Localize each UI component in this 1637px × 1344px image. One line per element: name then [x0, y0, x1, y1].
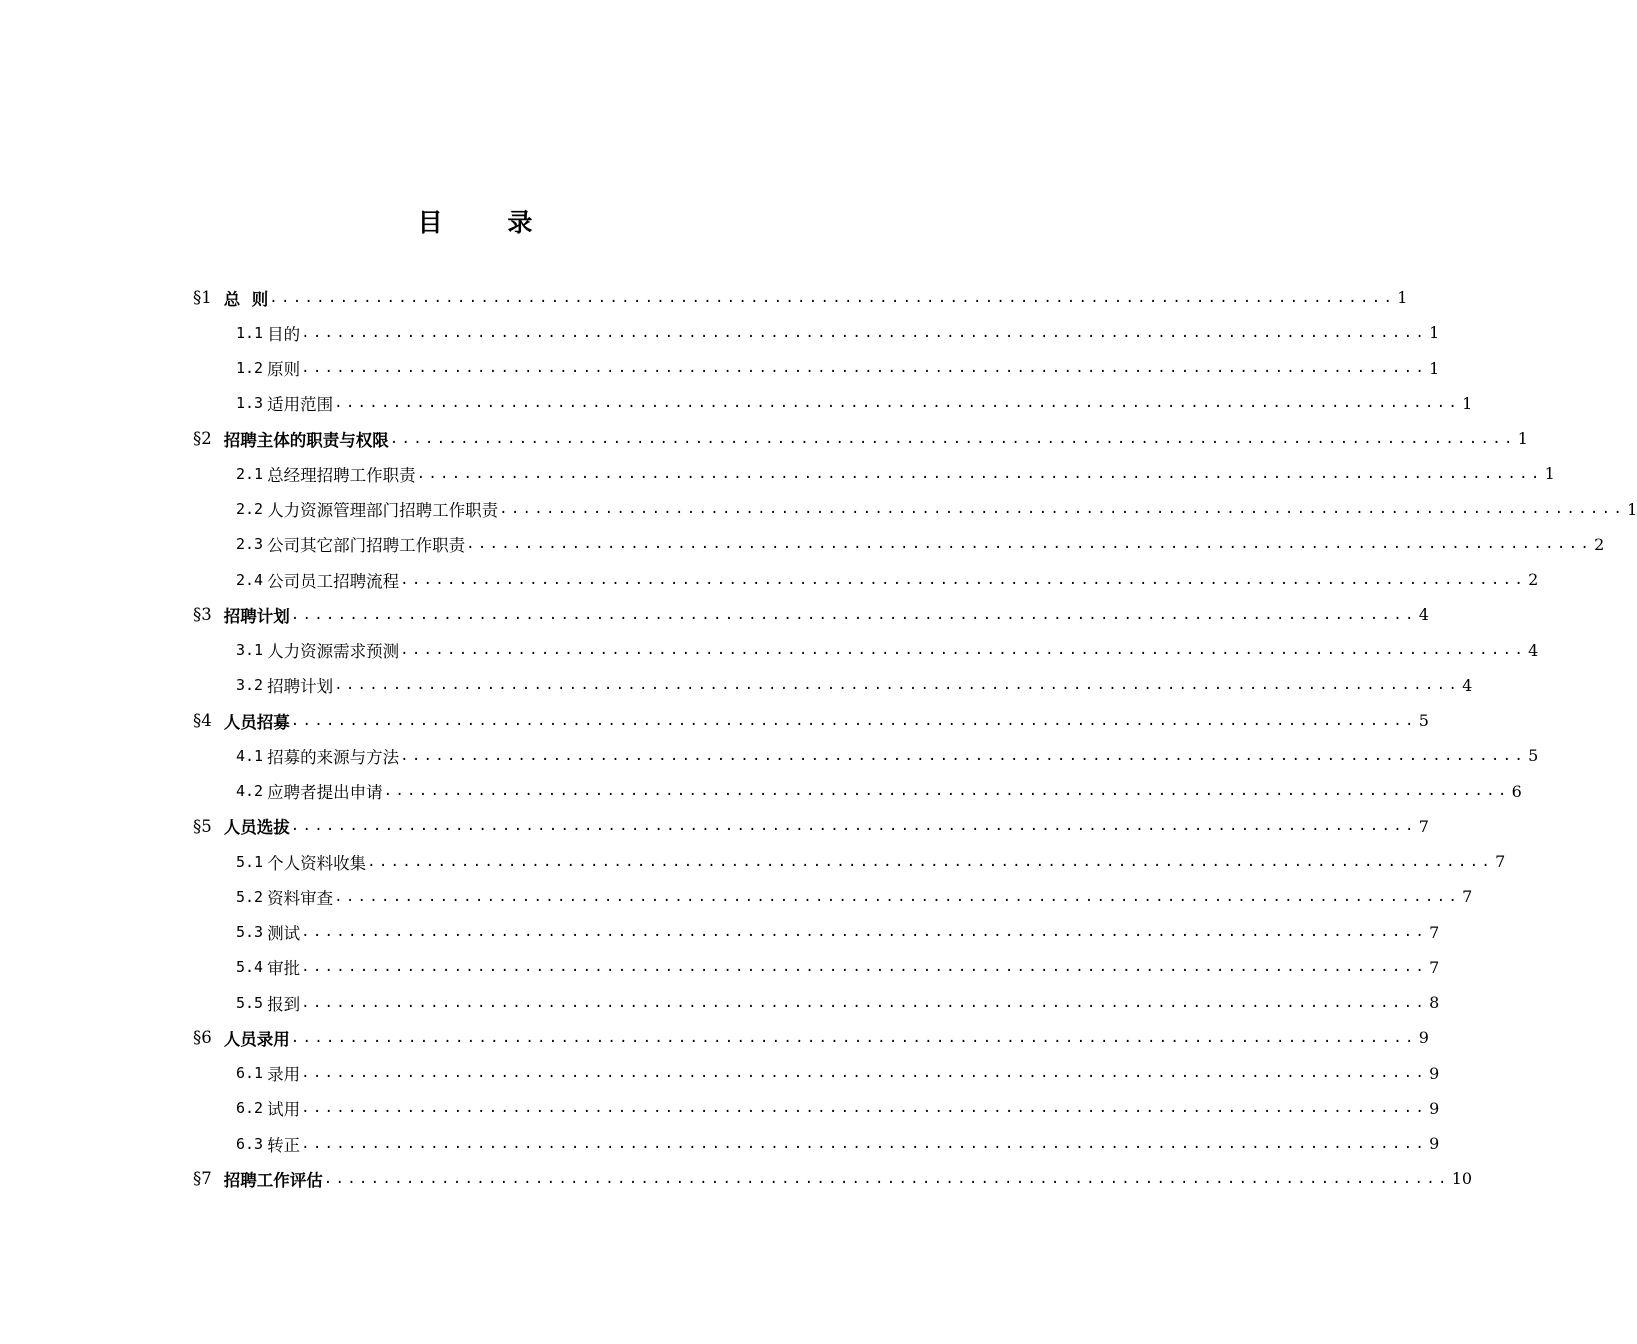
toc-page-number: 9 [1429, 1098, 1440, 1118]
toc-entry-title: 招聘主体的职责与权限 [223, 430, 389, 450]
toc-entry-number: 5.4 [236, 958, 264, 977]
toc-page-number: 1 [1397, 288, 1408, 308]
toc-dot-leader: ................................................................................................ [301, 360, 1428, 377]
toc-page-number: 2 [1528, 570, 1539, 590]
toc-page-number: 1 [1544, 464, 1555, 484]
toc-entry-number: 3.1 [236, 641, 264, 660]
toc-section-entry[interactable] [193, 668, 1473, 703]
toc-dot-leader: ................................................................................................ [416, 465, 1543, 482]
toc-page-number: 7 [1462, 887, 1473, 907]
toc-section-entry[interactable] [193, 527, 1605, 562]
toc-page-number: 1 [1517, 429, 1528, 449]
toc-dot-leader: ................................................................................................ [334, 888, 1461, 905]
toc-dot-leader: ................................................................................................ [367, 853, 1494, 870]
toc-entry-title: 总经理招聘工作职责 [267, 465, 416, 485]
toc-entry-number: 6.1 [236, 1064, 264, 1083]
toc-chapter-entry[interactable] [193, 597, 1429, 632]
toc-page-number: 7 [1418, 816, 1429, 836]
toc-chapter-entry[interactable] [193, 1020, 1429, 1055]
toc-entry-number: 2.4 [236, 570, 264, 589]
toc-dot-leader: ................................................................................................ [400, 747, 1527, 764]
toc-section-entry[interactable] [193, 562, 1539, 597]
toc-dot-leader: ................................................................................................ [290, 818, 1417, 835]
toc-chapter-entry[interactable] [193, 703, 1429, 738]
toc-page-number: 1 [1429, 358, 1440, 378]
toc-entry-number: 5.5 [236, 993, 264, 1012]
toc-entry-title: 人员选拔 [223, 818, 290, 838]
toc-entry-title: 人员招募 [223, 712, 290, 732]
toc-dot-leader: ................................................................................................ [383, 783, 1510, 800]
page-title: 目 录 [417, 208, 561, 237]
toc-entry-title: 招募的来源与方法 [267, 747, 400, 767]
toc-dot-leader: ................................................................................................ [301, 324, 1428, 341]
toc-dot-leader: ................................................................................................ [290, 606, 1417, 623]
toc-section-entry[interactable] [193, 1126, 1440, 1161]
table-of-contents [193, 280, 1637, 1197]
toc-entry-number: 6.3 [236, 1134, 264, 1153]
toc-entry-number: §4 [193, 711, 212, 731]
toc-entry-title: 人力资源需求预测 [267, 642, 400, 662]
toc-section-entry[interactable] [193, 879, 1473, 914]
toc-entry-number: §3 [193, 605, 212, 625]
toc-entry-number: §6 [193, 1028, 212, 1048]
toc-section-entry[interactable] [193, 774, 1522, 809]
toc-entry-number: §7 [193, 1169, 212, 1189]
toc-page-number: 6 [1511, 781, 1522, 801]
toc-entry-title: 目的 [267, 324, 301, 344]
toc-page-number: 5 [1418, 711, 1429, 731]
toc-entry-title: 招聘计划 [223, 606, 290, 626]
toc-dot-leader: ................................................................................................ [290, 1029, 1417, 1046]
toc-dot-leader: ................................................................................................ [334, 677, 1461, 694]
toc-section-entry[interactable] [193, 1056, 1440, 1091]
toc-entry-title: 资料审查 [267, 888, 334, 908]
toc-dot-leader: ................................................................................................ [301, 1135, 1428, 1152]
toc-entry-number: 5.2 [236, 887, 264, 906]
toc-entry-title: 招聘计划 [267, 677, 334, 697]
toc-page-number: 2 [1594, 534, 1605, 554]
toc-entry-title: 公司其它部门招聘工作职责 [267, 536, 466, 556]
toc-section-entry[interactable] [193, 492, 1637, 527]
toc-entry-title: 应聘者提出申请 [267, 783, 383, 803]
toc-chapter-entry[interactable] [193, 280, 1408, 315]
toc-entry-number: 3.2 [236, 676, 264, 695]
toc-entry-number: §1 [193, 288, 212, 308]
toc-entry-title: 总 则 [223, 289, 269, 309]
toc-entry-title: 试用 [267, 1100, 301, 1120]
toc-section-entry[interactable] [193, 950, 1440, 985]
toc-dot-leader: ................................................................................................ [301, 994, 1428, 1011]
toc-page-number: 4 [1418, 605, 1429, 625]
toc-dot-leader: ................................................................................................ [466, 536, 1593, 553]
toc-page-number: 9 [1418, 1028, 1429, 1048]
toc-entry-title: 人力资源管理部门招聘工作职责 [267, 501, 499, 521]
toc-entry-title: 招聘工作评估 [223, 1170, 323, 1190]
toc-page-number: 7 [1495, 852, 1506, 872]
toc-entry-number: 2.3 [236, 535, 264, 554]
toc-chapter-entry[interactable] [193, 421, 1528, 456]
toc-page-number: 1 [1627, 499, 1637, 519]
toc-entry-number: 1.2 [236, 359, 264, 378]
toc-entry-number: 4.2 [236, 782, 264, 801]
toc-entry-number: §2 [193, 429, 212, 449]
toc-entry-number: 5.1 [236, 852, 264, 871]
toc-dot-leader: ................................................................................................ [499, 501, 1626, 518]
toc-entry-number: §5 [193, 816, 212, 836]
toc-entry-number: 1.1 [236, 323, 264, 342]
toc-dot-leader: ................................................................................................ [290, 712, 1417, 729]
toc-page-number: 5 [1528, 746, 1539, 766]
toc-section-entry[interactable] [193, 315, 1440, 350]
toc-entry-title: 报到 [267, 994, 301, 1014]
toc-chapter-entry[interactable] [193, 809, 1429, 844]
toc-dot-leader: ................................................................................................ [301, 924, 1428, 941]
toc-section-entry[interactable] [193, 844, 1506, 879]
toc-dot-leader: ................................................................................................ [301, 959, 1428, 976]
toc-dot-leader: ................................................................................................ [389, 430, 1516, 447]
toc-section-entry[interactable] [193, 985, 1440, 1020]
toc-dot-leader: ................................................................................................ [269, 289, 1396, 306]
toc-entry-title: 个人资料收集 [267, 853, 367, 873]
toc-entry-number: 2.2 [236, 500, 264, 519]
toc-page-number: 8 [1429, 993, 1440, 1013]
toc-entry-title: 录用 [267, 1065, 301, 1085]
toc-section-entry[interactable] [193, 351, 1440, 386]
toc-section-entry[interactable] [193, 1091, 1440, 1126]
toc-dot-leader: ................................................................................................ [301, 1100, 1428, 1117]
toc-entry-number: 5.3 [236, 923, 264, 942]
toc-entry-title: 测试 [267, 924, 301, 944]
toc-page-number: 4 [1462, 675, 1473, 695]
toc-section-entry[interactable] [193, 915, 1440, 950]
toc-entry-title: 人员录用 [223, 1029, 290, 1049]
toc-dot-leader: ................................................................................................ [400, 571, 1527, 588]
toc-entry-number: 4.1 [236, 746, 264, 765]
toc-entry-title: 公司员工招聘流程 [267, 571, 400, 591]
toc-page-number: 7 [1429, 957, 1440, 977]
toc-page-number: 9 [1429, 1134, 1440, 1154]
toc-dot-leader: ................................................................................................ [334, 395, 1461, 412]
toc-section-entry[interactable] [193, 738, 1539, 773]
toc-page-number: 1 [1462, 393, 1473, 413]
toc-entry-number: 6.2 [236, 1099, 264, 1118]
toc-page-number: 10 [1451, 1169, 1473, 1189]
toc-dot-leader: ................................................................................................ [323, 1170, 1450, 1187]
toc-section-entry[interactable] [193, 633, 1539, 668]
toc-section-entry[interactable] [193, 456, 1555, 491]
toc-page-number: 9 [1429, 1063, 1440, 1083]
toc-entry-title: 原则 [267, 360, 301, 380]
toc-dot-leader: ................................................................................................ [301, 1065, 1428, 1082]
toc-page-number: 7 [1429, 922, 1440, 942]
toc-page-number: 1 [1429, 323, 1440, 343]
toc-entry-title: 转正 [267, 1135, 301, 1155]
toc-page-number: 4 [1528, 640, 1539, 660]
toc-chapter-entry[interactable] [193, 1161, 1473, 1196]
toc-section-entry[interactable] [193, 386, 1473, 421]
toc-dot-leader: ................................................................................................ [400, 642, 1527, 659]
toc-entry-number: 1.3 [236, 394, 264, 413]
toc-entry-number: 2.1 [236, 464, 264, 483]
toc-entry-title: 审批 [267, 959, 301, 979]
toc-entry-title: 适用范围 [267, 395, 334, 415]
